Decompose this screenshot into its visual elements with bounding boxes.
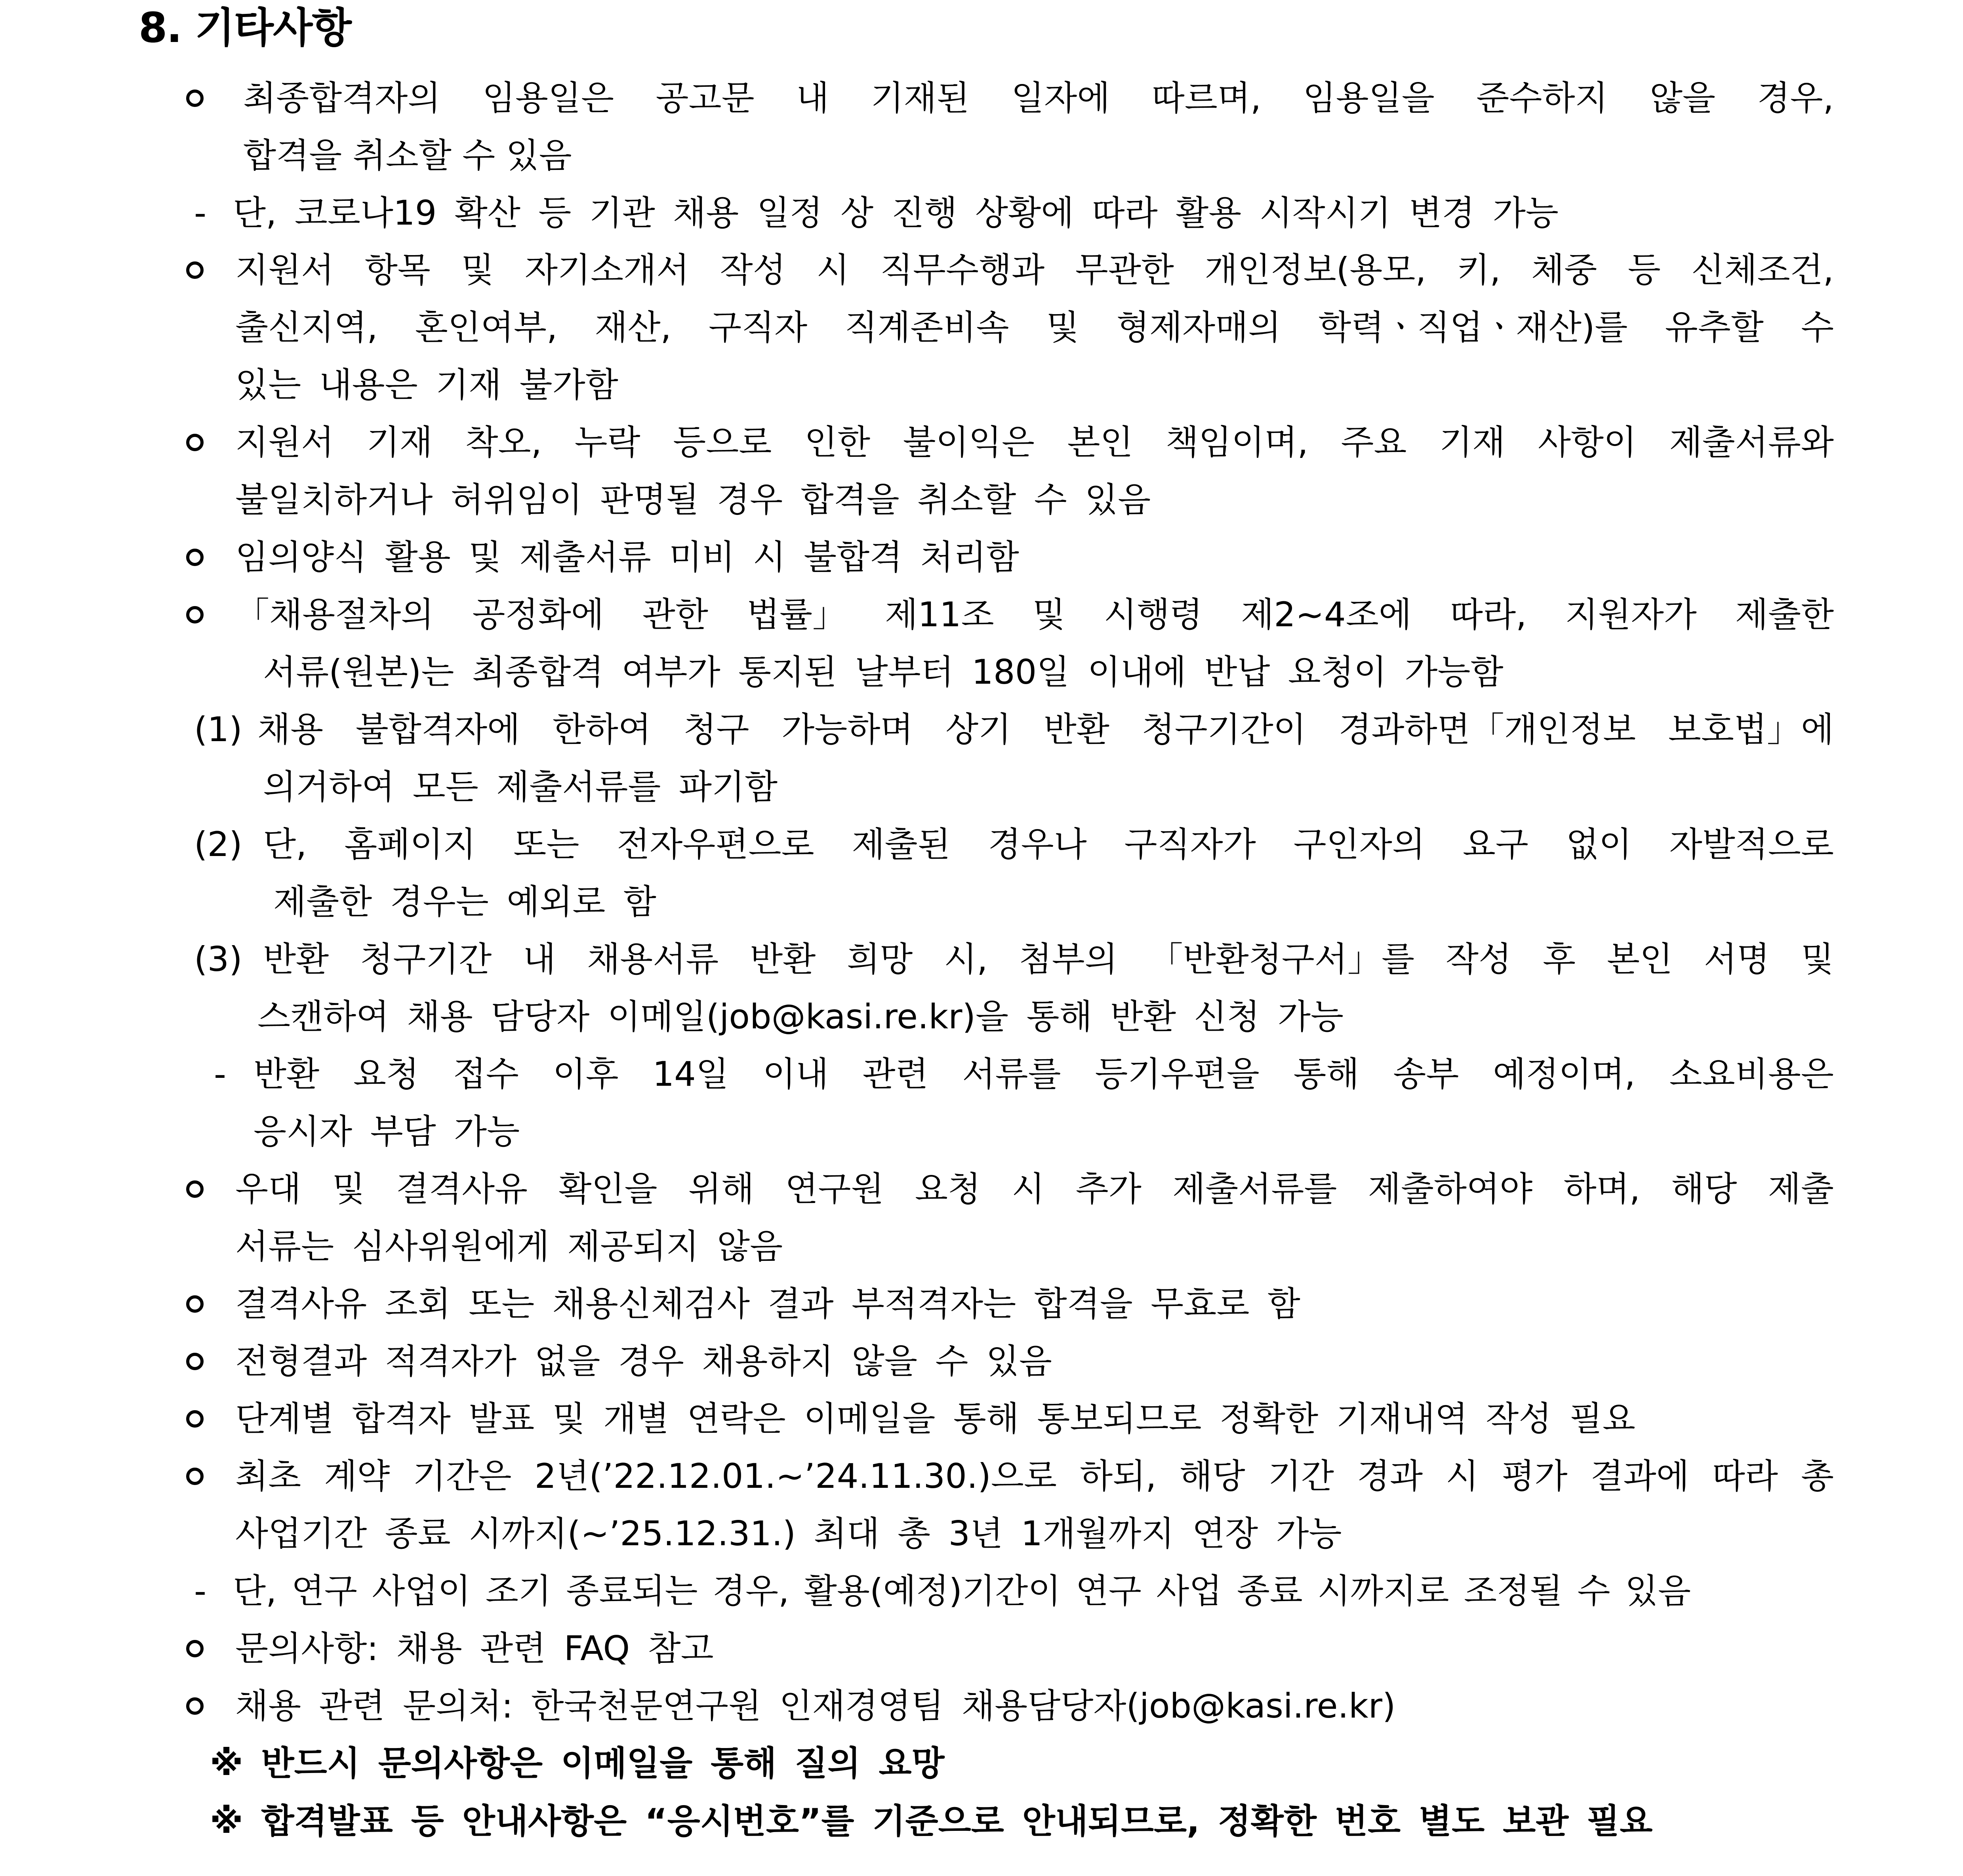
item-2-line-1: 지원서 항목 및 자기소개서 작성 시 직무수행과 무관한 개인정보(용모, 키, 체중 등 신체조건, [235,250,1834,290]
item-2-line-2: 출신지역, 혼인여부, 재산, 구직자 직계존비속 및 형제자매의 학력ㆍ직업ㆍ재산)를 유추할 수 [235,308,1834,347]
item-3-line-1: 지원서 기재 착오, 누락 등으로 인한 불이익은 본인 책임이며, 주요 기재 사항이 제출서류와 [235,423,1834,462]
item-2-line-3: 있는 내용은 기재 불가함 [235,365,618,405]
numbered-marker-2: (2) [194,825,242,864]
bullet-circle-icon [186,90,204,107]
item-6-line-1: 우대 및 결격사유 확인을 위해 연구원 요청 시 추가 제출서류를 제출하여야 하며, 해당 제출 [235,1169,1834,1209]
bullet-circle-icon [186,606,204,623]
numbered-marker-3: (3) [194,940,242,979]
dash-1-line-1: 단, 코로나19 확산 등 기관 채용 일정 상 진행 상황에 따라 활용 시작시기 변경 가능 [233,193,1559,233]
bullet-circle-icon [186,434,204,451]
bullet-circle-icon [186,1180,204,1198]
item-1-line-1: 최종합격자의 임용일은 공고문 내 기재된 일자에 따르며, 임용일을 준수하지 않을 경우, [243,78,1834,118]
bullet-circle-icon [186,549,204,566]
item-11-line-1: 문의사항: 채용 관련 FAQ 참고 [235,1629,714,1668]
bullet-circle-icon [186,261,204,279]
item-3-line-2: 불일치하거나 허위임이 판명될 경우 합격을 취소할 수 있음 [235,480,1151,520]
item-1-line-2: 합격을 취소할 수 있음 [243,136,572,175]
dash-3-line-1: 단, 연구 사업이 조기 종료되는 경우, 활용(예정)기간이 연구 사업 종료 시까지로 조정될 수 있음 [233,1571,1691,1611]
item-6-line-2: 서류는 심사위원에게 제공되지 않음 [235,1227,783,1266]
bullet-circle-icon [186,1295,204,1313]
numbered-marker-1: (1) [194,710,242,749]
item-7-line-1: 결격사유 조회 또는 채용신체검사 결과 부적격자는 합격을 무효로 함 [235,1284,1300,1324]
dash-marker: - [194,1571,207,1611]
section-heading: 8. 기타사항 [139,4,351,52]
item-5-line-2: 서류(원본)는 최종합격 여부가 통지된 날부터 180일 이내에 반납 요청이 가능함 [263,652,1504,692]
numbered-3-line-1: 반환 청구기간 내 채용서류 반환 희망 시, 첨부의 「반환청구서」를 작성 후 본인 서명 및 [263,940,1834,979]
note-1: ※ 반드시 문의사항은 이메일을 통해 질의 요망 [210,1744,945,1783]
item-4-line-1: 임의양식 활용 및 제출서류 미비 시 불합격 처리함 [235,538,1019,577]
numbered-2-line-2: 제출한 경우는 예외로 함 [273,882,656,922]
bullet-circle-icon [186,1353,204,1370]
numbered-1-line-2: 의거하여 모든 제출서류를 파기함 [263,767,778,807]
dash-marker: - [214,1054,227,1094]
item-12-line-1: 채용 관련 문의처: 한국천문연구원 인재경영팀 채용담당자(job@kasi.re.kr) [235,1686,1396,1726]
bullet-circle-icon [186,1640,204,1657]
item-10-line-1: 최초 계약 기간은 2년(’22.12.01.~’24.11.30.)으로 하되, 해당 기간 경과 시 평가 결과에 따라 총 [235,1457,1834,1496]
numbered-3-line-2: 스캔하여 채용 담당자 이메일(job@kasi.re.kr)을 통해 반환 신청 가능 [257,997,1344,1037]
item-9-line-1: 단계별 합격자 발표 및 개별 연락은 이메일을 통해 통보되므로 정확한 기재내역 작성 필요 [235,1399,1635,1439]
dash-2-line-2: 응시자 부담 가능 [253,1112,520,1152]
item-10-line-2: 사업기간 종료 시까지(~’25.12.31.) 최대 총 3년 1개월까지 연장 가능 [235,1514,1342,1554]
item-8-line-1: 전형결과 적격자가 없을 경우 채용하지 않을 수 있음 [235,1342,1052,1381]
numbered-1-line-1: 채용 불합격자에 한하여 청구 가능하며 상기 반환 청구기간이 경과하면「개인정보 보호법」에 [257,710,1834,749]
bullet-circle-icon [186,1468,204,1485]
bullet-circle-icon [186,1410,204,1428]
item-5-line-1: 「채용절차의 공정화에 관한 법률」 제11조 및 시행령 제2~4조에 따라, 지원자가 제출한 [235,595,1834,635]
dash-2-line-1: 반환 요청 접수 이후 14일 이내 관련 서류를 등기우편을 통해 송부 예정이며, 소요비용은 [253,1054,1834,1094]
bullet-circle-icon [186,1697,204,1715]
dash-marker: - [194,193,207,233]
numbered-2-line-1: 단, 홈페이지 또는 전자우편으로 제출된 경우나 구직자가 구인자의 요구 없이 자발적으로 [263,825,1834,864]
note-2: ※ 합격발표 등 안내사항은 “응시번호”를 기준으로 안내되므로, 정확한 번호 별도 보관 필요 [210,1802,1653,1841]
